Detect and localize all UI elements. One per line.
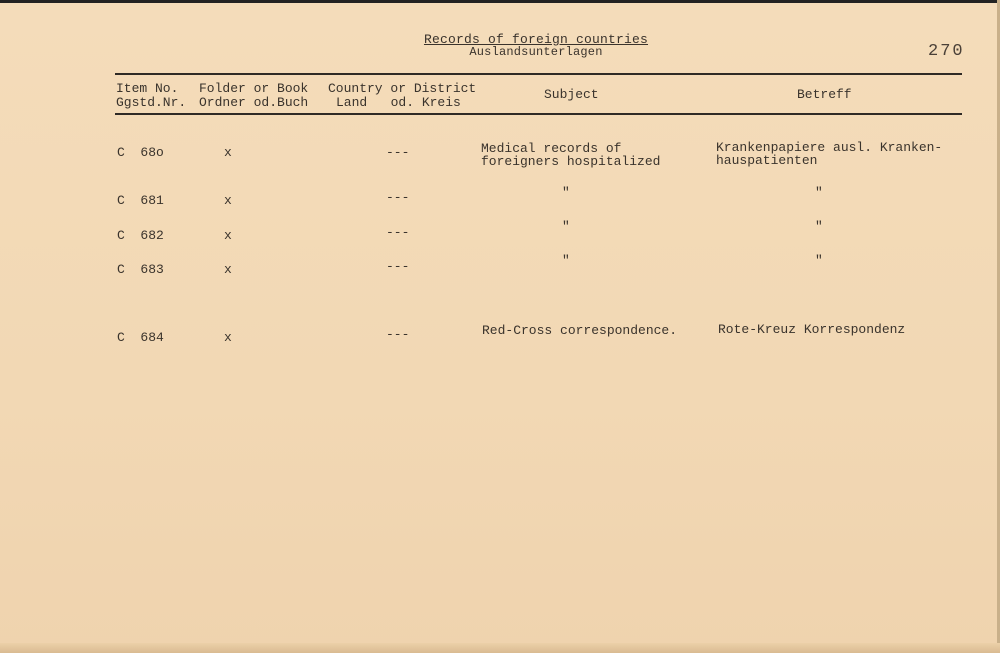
- row-680-betreff-line1: Krankenpapiere ausl. Kranken-: [716, 140, 943, 155]
- header-folder-de: Ordner od.Buch: [199, 95, 309, 110]
- header-subject: Subject: [544, 87, 599, 102]
- row-680-subject-line1: Medical records of: [481, 141, 622, 156]
- header-top-rule: [115, 73, 962, 75]
- header-country-de: Land od. Kreis: [336, 95, 461, 110]
- row-682-betreff-ditto: ": [815, 219, 823, 234]
- row-683-country: ---: [386, 259, 410, 274]
- header-item-en: Item No.: [116, 81, 179, 96]
- row-683-betreff-ditto: ": [815, 253, 823, 268]
- row-684-subject: Red-Cross correspondence.: [482, 323, 678, 338]
- row-680-folder: x: [224, 145, 232, 160]
- row-682-item: C 682: [117, 228, 164, 243]
- header-folder-en: Folder or Book: [199, 81, 309, 96]
- row-681-item: C 681: [117, 193, 164, 208]
- header-item-de: Ggstd.Nr.: [116, 95, 187, 110]
- row-681-country: ---: [386, 190, 410, 205]
- row-683-folder: x: [224, 262, 232, 277]
- row-681-betreff-ditto: ": [815, 185, 823, 200]
- document-title: Records of foreign countries: [423, 32, 649, 47]
- row-680-item: C 68o: [117, 145, 164, 160]
- row-682-folder: x: [224, 228, 232, 243]
- row-683-subject-ditto: ": [562, 253, 570, 268]
- top-border: [0, 0, 1000, 3]
- bottom-edge: [0, 643, 1000, 653]
- row-684-country: ---: [386, 327, 410, 342]
- row-682-subject-ditto: ": [562, 219, 570, 234]
- document-subtitle: Auslandsunterlagen: [469, 45, 603, 59]
- row-683-item: C 683: [117, 262, 164, 277]
- row-680-subject-line2: foreigners hospitalized: [481, 154, 661, 169]
- row-682-country: ---: [386, 225, 410, 240]
- row-680-country: ---: [386, 145, 410, 160]
- row-684-item: C 684: [117, 330, 164, 345]
- header-bottom-rule: [115, 113, 962, 115]
- row-684-folder: x: [224, 330, 232, 345]
- row-681-folder: x: [224, 193, 232, 208]
- row-684-betreff: Rote-Kreuz Korrespondenz: [718, 322, 906, 337]
- row-681-subject-ditto: ": [562, 185, 570, 200]
- header-country-en: Country or District: [328, 81, 477, 96]
- page-number: 270: [928, 42, 965, 61]
- header-betreff: Betreff: [797, 87, 852, 102]
- row-680-betreff-line2: hauspatienten: [716, 153, 818, 168]
